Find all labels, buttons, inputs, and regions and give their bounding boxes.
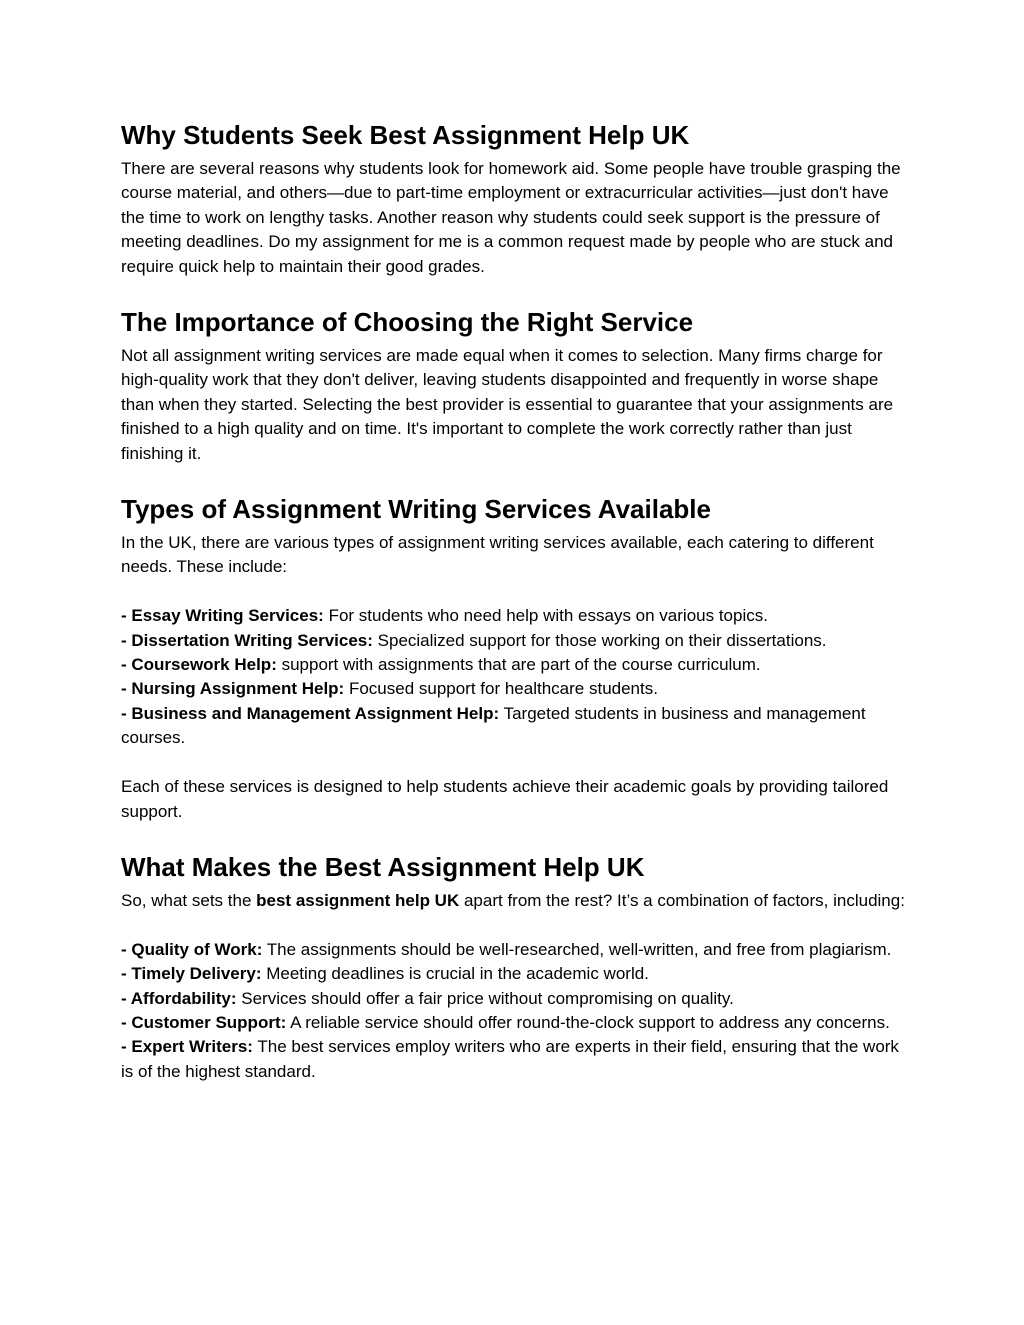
section-closing: Each of these services is designed to help students achieve their academic goals by providing tailored support. — [121, 777, 889, 821]
section-paragraph: Not all assignment writing services are made equal when it comes to selection. Many firms charge for high-quality work that they don't deliver, leaving students disappointed and frequently in worse shape than when they started. Selecting the best provider is essential to guarantee that your assignments are finished to a high quality and on time. It's important to complete the work correctly rather than just finishing it. — [121, 346, 894, 463]
section-types — [121, 492, 911, 824]
spacer — [121, 913, 911, 937]
list-item — [121, 653, 911, 677]
section-paragraph: There are several reasons why students look for homework aid. Some people have trouble grasping the course material, and others—due to part-time employment or extracurricular activities—just don't have the time to work on lengthy tasks. Another reason why students could seek support is the pressure of meeting deadlines. Do my assignment for me is a common request made by people who are stuck and require quick help to maintain their good grades. — [121, 159, 901, 276]
list-item-desc: Targeted students in business and management courses. — [121, 703, 866, 748]
section-heading: What Makes the Best Assignment Help UK — [121, 851, 645, 882]
section-intro: In the UK, there are various types of assignment writing services available, each catering to different needs. These include: — [121, 533, 874, 577]
list-item — [121, 962, 911, 986]
section-importance — [121, 305, 911, 466]
list-item-desc: support with assignments that are part of the course curriculum. — [276, 655, 761, 675]
list-item-term: - Timely Delivery: — [121, 964, 262, 984]
list-item-desc: For students who need help with essays on various topics. — [323, 606, 768, 626]
list-item — [121, 1011, 911, 1035]
intro-bold-phrase: best assignment help UK — [256, 890, 460, 910]
list-item — [121, 702, 911, 751]
list-item — [121, 677, 911, 701]
list-item-desc: Specialized support for those working on their dissertations. — [372, 630, 827, 650]
list-item — [121, 629, 911, 653]
list-item — [121, 1035, 911, 1084]
list-item-term: - Affordability: — [121, 988, 237, 1008]
spacer — [121, 751, 911, 775]
intro-text: So, what sets the — [121, 890, 257, 910]
section-heading: Why Students Seek Best Assignment Help UK — [121, 120, 690, 150]
list-item-desc: Services should offer a fair price without compromising on quality. — [236, 988, 734, 1008]
list-item-desc: The assignments should be well-researched, well-written, and free from plagiarism. — [262, 939, 892, 959]
section-why-students — [121, 118, 911, 279]
list-item-term: - Customer Support: — [121, 1012, 287, 1032]
section-heading: The Importance of Choosing the Right Service — [121, 307, 694, 338]
document-page — [121, 118, 911, 1110]
intro-text: apart from the rest? It’s a combination of factors, including: — [459, 890, 905, 910]
list-item-term: - Business and Management Assignment Help: — [121, 703, 500, 723]
list-item-term: - Quality of Work: — [121, 939, 263, 959]
list-item-term: - Essay Writing Services: — [121, 606, 324, 626]
list-item-term: - Coursework Help: — [121, 655, 277, 675]
list-item — [121, 987, 911, 1011]
list-item-desc: The best services employ writers who are experts in their field, ensuring that the work is of the highest standard. — [121, 1037, 899, 1081]
list-item-term: - Expert Writers: — [121, 1037, 253, 1057]
section-intro — [121, 889, 911, 913]
list-item — [121, 604, 911, 628]
list-item-term: - Dissertation Writing Services: — [121, 630, 373, 650]
list-item-term: - Nursing Assignment Help: — [121, 679, 345, 699]
list-item-desc: Focused support for healthcare students. — [344, 679, 658, 699]
spacer — [121, 580, 911, 604]
list-item-desc: Meeting deadlines is crucial in the academic world. — [261, 964, 649, 984]
section-what-makes — [121, 850, 911, 1084]
list-item — [121, 938, 911, 962]
section-heading: Types of Assignment Writing Services Available — [121, 494, 711, 525]
list-item-desc: A reliable service should offer round-the-clock support to address any concerns. — [286, 1012, 890, 1032]
